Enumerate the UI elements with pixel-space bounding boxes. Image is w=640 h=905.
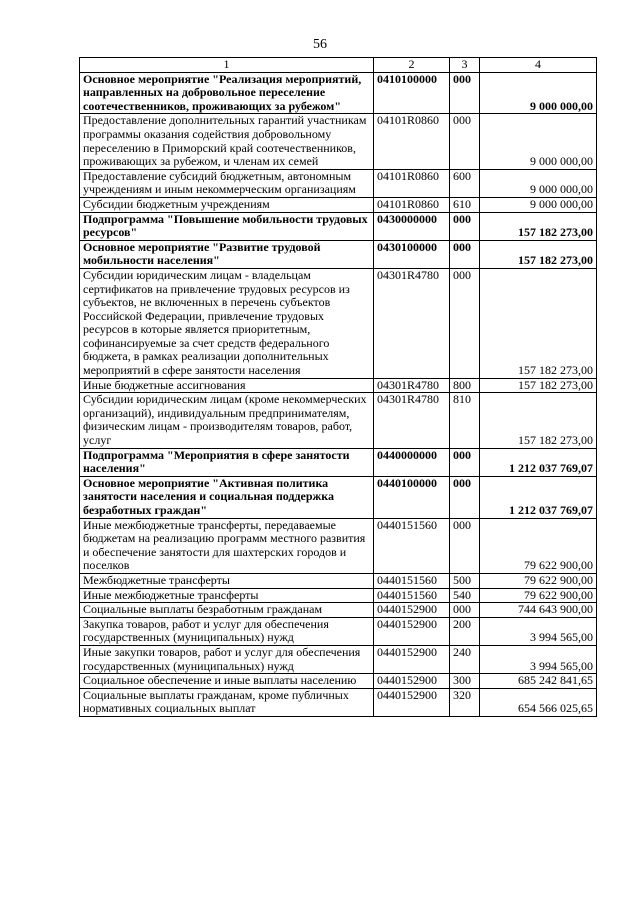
row-type-cell: 320 xyxy=(450,688,480,716)
row-amount-cell: 3 994 565,00 xyxy=(480,617,597,645)
row-name-cell: Предоставление дополнительных гарантий участникам программы оказания содействия добровольному переселению в Приморский край соотечественников, проживающих за рубежом, и членам их семей xyxy=(80,114,374,169)
row-name-cell: Основное мероприятие "Активная политика занятости населения и социальная поддержка безработных граждан" xyxy=(80,476,374,518)
table-row xyxy=(80,688,597,716)
row-code-cell: 0440000000 xyxy=(374,448,450,476)
row-name-cell: Субсидии юридическим лицам - владельцам сертификатов на привлечение трудовых ресурсов из субъектов, не включенных в перечень субъектов Российской Федерации, привлечение трудовых ресурсов в которые является приоритетным, софинансируемые за счет средств федерального бюджета, в рамках реализации дополнительных мероприятий в сфере занятости населения xyxy=(80,268,374,378)
row-type-cell: 240 xyxy=(450,645,480,673)
row-name-cell: Иные межбюджетные трансферты, передаваемые бюджетам на реализацию программ местного развития и обеспечение занятости для шахтерских городов и поселков xyxy=(80,518,374,573)
row-type-cell: 000 xyxy=(450,268,480,378)
row-name-cell: Основное мероприятие "Развитие трудовой мобильности населения" xyxy=(80,240,374,268)
row-code-cell: 04301R4780 xyxy=(374,268,450,378)
table-row xyxy=(80,212,597,240)
row-type-cell: 000 xyxy=(450,114,480,169)
header-cell-1: 1 xyxy=(80,58,374,73)
table-row xyxy=(80,169,597,197)
budget-table xyxy=(79,57,597,717)
row-type-cell: 000 xyxy=(450,72,480,114)
row-name-cell: Основное мероприятие "Реализация мероприятий, направленных на добровольное переселение соотечественников, проживающих за рубежом" xyxy=(80,72,374,114)
table-row xyxy=(80,114,597,169)
row-code-cell: 0430000000 xyxy=(374,212,450,240)
row-amount-cell: 157 182 273,00 xyxy=(480,268,597,378)
row-type-cell: 610 xyxy=(450,197,480,212)
header-cell-3: 3 xyxy=(450,58,480,73)
row-code-cell: 0440152900 xyxy=(374,645,450,673)
row-type-cell: 000 xyxy=(450,518,480,573)
row-code-cell: 04101R0860 xyxy=(374,114,450,169)
row-amount-cell: 1 212 037 769,07 xyxy=(480,448,597,476)
row-code-cell: 0440152900 xyxy=(374,617,450,645)
row-amount-cell: 79 622 900,00 xyxy=(480,573,597,588)
row-code-cell: 04301R4780 xyxy=(374,378,450,393)
row-amount-cell: 9 000 000,00 xyxy=(480,114,597,169)
row-code-cell: 0430100000 xyxy=(374,240,450,268)
row-type-cell: 200 xyxy=(450,617,480,645)
table-header-row xyxy=(80,58,597,73)
row-name-cell: Иные бюджетные ассигнования xyxy=(80,378,374,393)
row-amount-cell: 157 182 273,00 xyxy=(480,240,597,268)
row-amount-cell: 685 242 841,65 xyxy=(480,674,597,689)
table-row xyxy=(80,603,597,618)
row-name-cell: Закупка товаров, работ и услуг для обеспечения государственных (муниципальных) нужд xyxy=(80,617,374,645)
row-type-cell: 000 xyxy=(450,240,480,268)
table-row xyxy=(80,72,597,114)
header-cell-2: 2 xyxy=(374,58,450,73)
row-name-cell: Социальное обеспечение и иные выплаты населению xyxy=(80,674,374,689)
table-row xyxy=(80,617,597,645)
row-code-cell: 04101R0860 xyxy=(374,197,450,212)
table-row xyxy=(80,588,597,603)
table-row xyxy=(80,448,597,476)
row-type-cell: 000 xyxy=(450,476,480,518)
table-row xyxy=(80,645,597,673)
row-amount-cell: 9 000 000,00 xyxy=(480,197,597,212)
row-type-cell: 540 xyxy=(450,588,480,603)
table-row xyxy=(80,393,597,448)
row-amount-cell: 3 994 565,00 xyxy=(480,645,597,673)
row-type-cell: 300 xyxy=(450,674,480,689)
row-name-cell: Межбюджетные трансферты xyxy=(80,573,374,588)
row-name-cell: Субсидии бюджетным учреждениям xyxy=(80,197,374,212)
row-type-cell: 000 xyxy=(450,603,480,618)
row-amount-cell: 157 182 273,00 xyxy=(480,212,597,240)
row-code-cell: 04301R4780 xyxy=(374,393,450,448)
row-code-cell: 0440152900 xyxy=(374,603,450,618)
row-code-cell: 0440152900 xyxy=(374,674,450,689)
row-amount-cell: 79 622 900,00 xyxy=(480,588,597,603)
table-row xyxy=(80,197,597,212)
row-code-cell: 0440151560 xyxy=(374,588,450,603)
table-row xyxy=(80,240,597,268)
row-code-cell: 0410100000 xyxy=(374,72,450,114)
row-name-cell: Предоставление субсидий бюджетным, автономным учреждениям и иным некоммерческим организациям xyxy=(80,169,374,197)
table-row xyxy=(80,674,597,689)
row-name-cell: Подпрограмма "Мероприятия в сфере занятости населения" xyxy=(80,448,374,476)
row-amount-cell: 654 566 025,65 xyxy=(480,688,597,716)
table-row xyxy=(80,268,597,378)
row-amount-cell: 157 182 273,00 xyxy=(480,393,597,448)
header-cell-4: 4 xyxy=(480,58,597,73)
row-code-cell: 0440151560 xyxy=(374,573,450,588)
row-amount-cell: 1 212 037 769,07 xyxy=(480,476,597,518)
row-code-cell: 0440151560 xyxy=(374,518,450,573)
row-type-cell: 600 xyxy=(450,169,480,197)
row-amount-cell: 9 000 000,00 xyxy=(480,169,597,197)
row-name-cell: Иные межбюджетные трансферты xyxy=(80,588,374,603)
table-row xyxy=(80,518,597,573)
row-type-cell: 500 xyxy=(450,573,480,588)
row-amount-cell: 79 622 900,00 xyxy=(480,518,597,573)
table-row xyxy=(80,378,597,393)
row-code-cell: 0440152900 xyxy=(374,688,450,716)
row-type-cell: 000 xyxy=(450,448,480,476)
row-name-cell: Подпрограмма "Повышение мобильности трудовых ресурсов" xyxy=(80,212,374,240)
row-code-cell: 04101R0860 xyxy=(374,169,450,197)
row-amount-cell: 157 182 273,00 xyxy=(480,378,597,393)
table-row xyxy=(80,573,597,588)
row-type-cell: 800 xyxy=(450,378,480,393)
page-number: 56 xyxy=(313,37,327,52)
row-type-cell: 000 xyxy=(450,212,480,240)
row-name-cell: Иные закупки товаров, работ и услуг для обеспечения государственных (муниципальных) нужд xyxy=(80,645,374,673)
row-name-cell: Социальные выплаты гражданам, кроме публичных нормативных социальных выплат xyxy=(80,688,374,716)
table-row xyxy=(80,476,597,518)
row-amount-cell: 744 643 900,00 xyxy=(480,603,597,618)
table-body xyxy=(80,72,597,716)
row-code-cell: 0440100000 xyxy=(374,476,450,518)
row-name-cell: Социальные выплаты безработным гражданам xyxy=(80,603,374,618)
row-type-cell: 810 xyxy=(450,393,480,448)
row-amount-cell: 9 000 000,00 xyxy=(480,72,597,114)
row-name-cell: Субсидии юридическим лицам (кроме некоммерческих организаций), индивидуальным предпринимателям, физическим лицам - производителям товаров, работ, услуг xyxy=(80,393,374,448)
